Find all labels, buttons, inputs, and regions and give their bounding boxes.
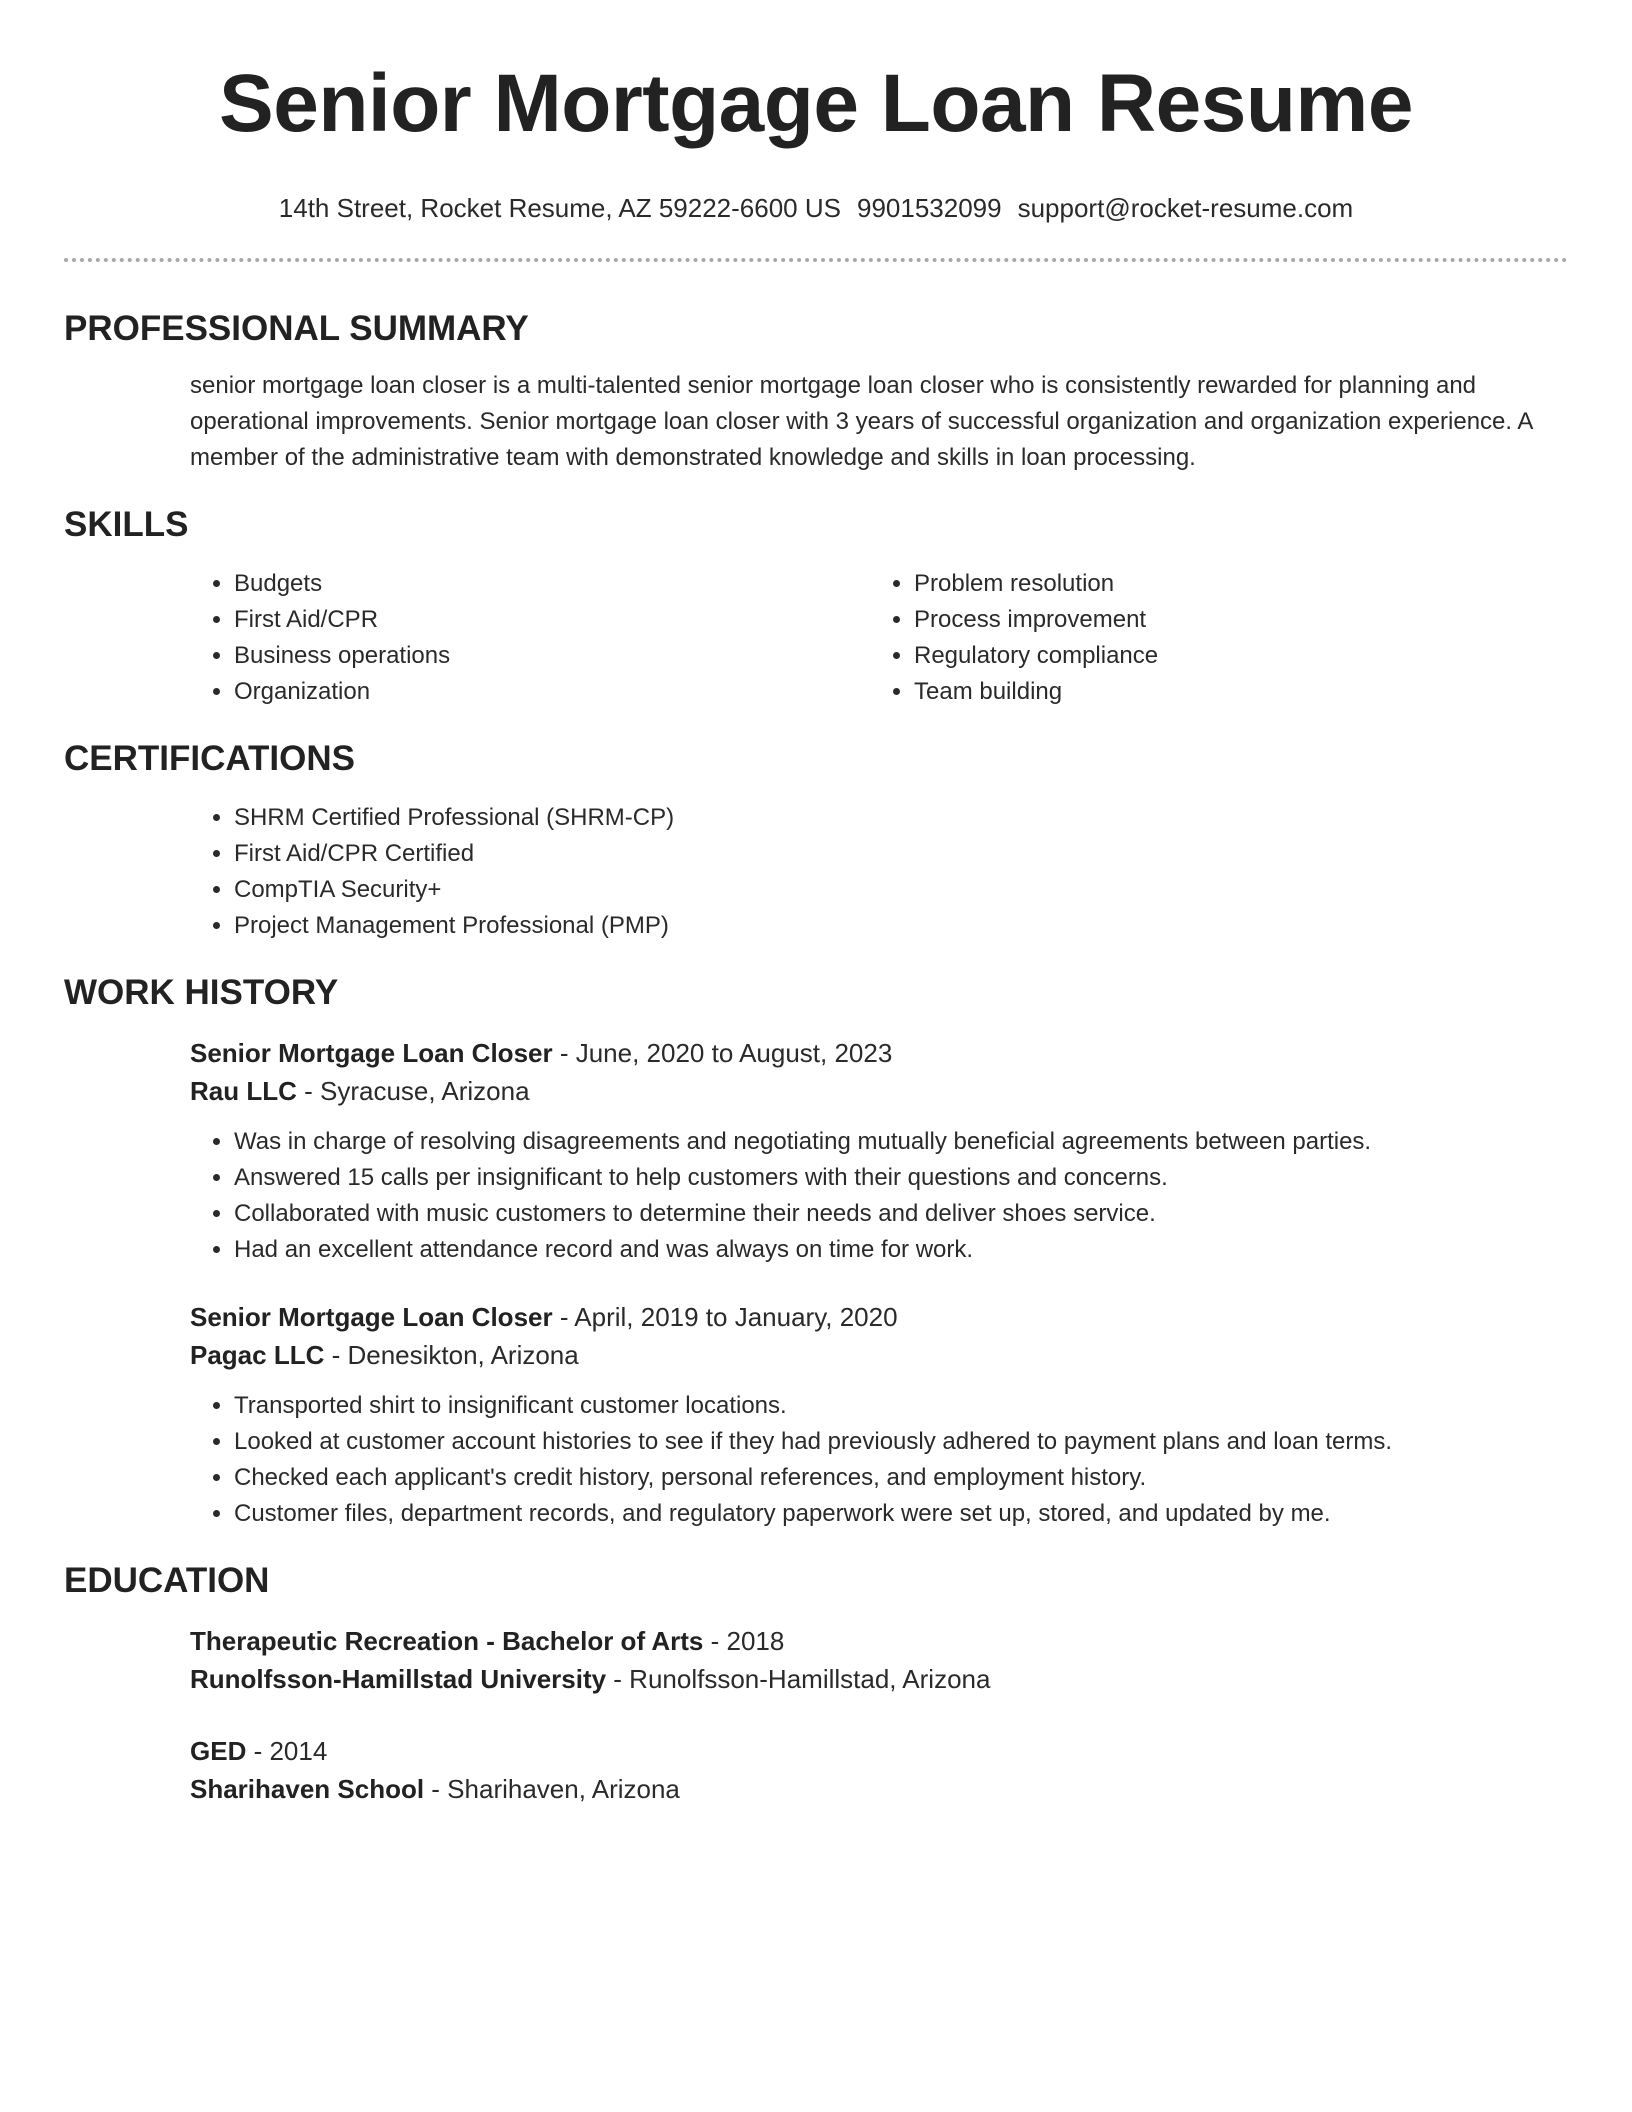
header-divider	[64, 258, 1568, 262]
skills-column-right	[870, 566, 1550, 710]
skill-item: • Regulatory compliance	[914, 638, 1550, 674]
education-section	[64, 1560, 1568, 1808]
skill-item: • Business operations	[234, 638, 870, 674]
job-company: Rau LLC	[190, 1076, 297, 1106]
education-heading: EDUCATION	[64, 1561, 270, 1600]
education-entry	[190, 1732, 1568, 1808]
contact-phone: 9901532099	[856, 193, 1002, 223]
certification-item: • First Aid/CPR Certified	[234, 836, 1568, 872]
certifications-section	[64, 738, 1568, 944]
job-company: Pagac LLC	[190, 1340, 325, 1370]
education-school: Sharihaven School	[190, 1774, 425, 1804]
skill-item: • Team building	[914, 674, 1550, 710]
skill-item: • Budgets	[234, 566, 870, 602]
contact-email: support@rocket-resume.com	[1017, 193, 1354, 223]
job-title-line	[190, 1298, 1568, 1336]
education-location: - Sharihaven, Arizona	[424, 1774, 680, 1804]
job-bullet: • Looked at customer account histories to see if they had previously adhered to payment plans and loan terms.	[234, 1424, 1568, 1460]
job-entry	[190, 1034, 1568, 1268]
education-school-line	[190, 1660, 1568, 1698]
job-bullet: • Customer files, department records, and regulatory paperwork were set up, stored, and updated by me.	[234, 1496, 1568, 1532]
education-year: - 2018	[703, 1626, 785, 1656]
job-role: Senior Mortgage Loan Closer	[190, 1038, 553, 1068]
education-degree: Therapeutic Recreation - Bachelor of Arts	[190, 1626, 704, 1656]
skills-column-left	[190, 566, 870, 710]
job-bullet: • Collaborated with music customers to determine their needs and deliver shoes service.	[234, 1196, 1568, 1232]
education-year: - 2014	[246, 1736, 328, 1766]
job-entry	[190, 1298, 1568, 1532]
certifications-heading: CERTIFICATIONS	[64, 739, 356, 778]
work-history-heading: WORK HISTORY	[64, 973, 339, 1012]
resume-title: Senior Mortgage Loan Resume	[219, 58, 1413, 149]
education-degree-line	[190, 1622, 1568, 1660]
job-dates: - June, 2020 to August, 2023	[552, 1038, 893, 1068]
job-title-line	[190, 1034, 1568, 1072]
job-dates: - April, 2019 to January, 2020	[552, 1302, 898, 1332]
job-bullet: • Checked each applicant's credit history, personal references, and employment history.	[234, 1460, 1568, 1496]
job-bullet: • Was in charge of resolving disagreements and negotiating mutually beneficial agreements between parties.	[234, 1124, 1568, 1160]
job-bullet: • Answered 15 calls per insignificant to help customers with their questions and concerns.	[234, 1160, 1568, 1196]
summary-heading: PROFESSIONAL SUMMARY	[64, 309, 529, 348]
job-location: - Denesikton, Arizona	[324, 1340, 579, 1370]
skills-heading: SKILLS	[64, 505, 189, 544]
skills-section	[64, 504, 1568, 710]
certification-item: • SHRM Certified Professional (SHRM-CP)	[234, 800, 1568, 836]
job-role: Senior Mortgage Loan Closer	[190, 1302, 553, 1332]
education-degree: GED	[190, 1736, 247, 1766]
summary-section	[64, 308, 1568, 476]
job-bullet: • Had an excellent attendance record and was always on time for work.	[234, 1232, 1568, 1268]
certification-item: • Project Management Professional (PMP)	[234, 908, 1568, 944]
summary-text: senior mortgage loan closer is a multi-talented senior mortgage loan closer who is consistently rewarded for planning and operational improvements. Senior mortgage loan closer with 3 years of successful organization and organization experience. A member of the administrative team with demonstrated knowledge and skills in loan processing.	[190, 372, 1533, 471]
certification-item: • CompTIA Security+	[234, 872, 1568, 908]
job-company-line	[190, 1336, 1568, 1374]
skill-item: • Organization	[234, 674, 870, 710]
work-history-section	[64, 972, 1568, 1532]
skill-item: • Problem resolution	[914, 566, 1550, 602]
contact-line	[64, 192, 1568, 224]
contact-address: 14th Street, Rocket Resume, AZ 59222-6600 US	[278, 193, 841, 223]
job-bullet: • Transported shirt to insignificant customer locations.	[234, 1388, 1568, 1424]
education-entry	[190, 1622, 1568, 1698]
education-location: - Runolfsson-Hamillstad, Arizona	[606, 1664, 991, 1694]
education-school-line	[190, 1770, 1568, 1808]
skill-item: • Process improvement	[914, 602, 1550, 638]
job-location: - Syracuse, Arizona	[296, 1076, 530, 1106]
education-school: Runolfsson-Hamillstad University	[190, 1664, 607, 1694]
job-company-line	[190, 1072, 1568, 1110]
skill-item: • First Aid/CPR	[234, 602, 870, 638]
education-degree-line	[190, 1732, 1568, 1770]
